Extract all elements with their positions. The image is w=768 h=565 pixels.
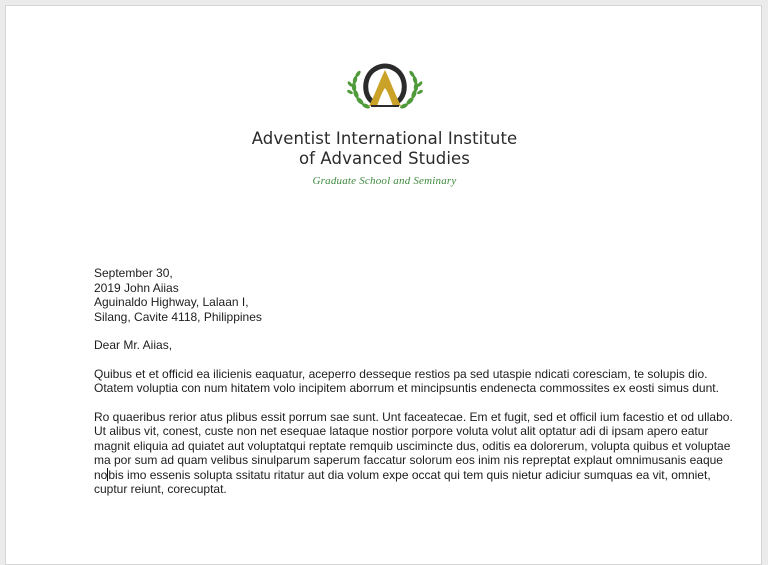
- letter-body[interactable]: [94, 266, 734, 511]
- institution-name-line1: Adventist International Institute: [251, 129, 518, 148]
- institution-name-line2: of Advanced Studies: [298, 149, 470, 168]
- address-line-1: 2019 John Aiias: [94, 280, 179, 295]
- paragraph-2: [94, 410, 734, 497]
- paragraph-2-part-b: bis imo essenis solupta ssitatu ritatur aut dia volum expe occat qui tem quis nietur adiciur sumquas ea vit, omniet, cuptur reiunt, corecuptat.: [94, 467, 711, 496]
- letterhead: [6, 62, 763, 187]
- paragraph-2-part-a: Ro quaeribus rerior atus plibus essit porrum sae sunt. Unt faceatecae. Em et fugit, sed et officil ium facestio et od ullabo. Ut alibus vit, conest, custe non net esequae lataque nostior porpore voluta volut alit optatur adi di ipsam apero eatur magnit eliquia ad quiatet aut voluptatqui reptate remquib uscimincte dus, oditis ea dolorerum, volupta quibus et voluptae ma por sum ad quam velibus sinulparum saperum faccatur solorum eos inim nis repreptat explaut omnimusanis eaque no: [94, 409, 733, 482]
- address-line-2: Aguinaldo Highway, Lalaan I,: [94, 295, 249, 309]
- institution-name: [6, 129, 763, 169]
- salutation: Dear Mr. Aiias,: [94, 338, 173, 352]
- document-page: [5, 5, 762, 565]
- address-block: [94, 266, 734, 324]
- institution-logo: [347, 62, 423, 120]
- letter-date: September 30,: [94, 266, 173, 280]
- paragraph-1: Quibus et et officid ea ilicienis eaquatur, aceperro desseque restios pa sed utaspie ndicati coresciam, te solupis dio. Otatem voluptia con num hitatem volo incipitem aborrum et mincipsuntis endenecta commossites ex eosti simus dunt.: [94, 366, 719, 395]
- institution-tagline: Graduate School and Seminary: [312, 175, 457, 187]
- address-line-3: Silang, Cavite 4118, Philippines: [94, 309, 262, 324]
